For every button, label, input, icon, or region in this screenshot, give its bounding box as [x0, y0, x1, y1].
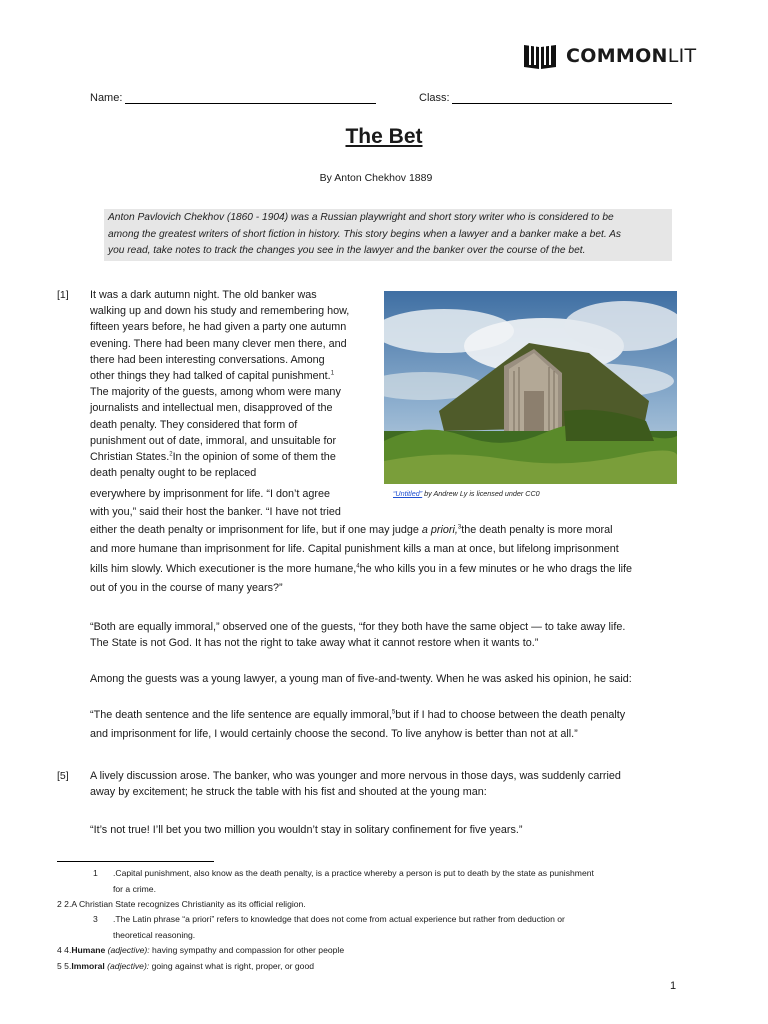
footnote-ref: 1	[330, 370, 335, 377]
paragraph-1-wide	[90, 521, 690, 599]
story-photo	[384, 291, 677, 484]
class-label: Class:	[419, 92, 450, 104]
paragraph-number: [1]	[57, 289, 69, 301]
footnote-line: for a crime.	[113, 883, 156, 894]
footnote-divider	[57, 861, 214, 862]
text-line: punishment out of date, immoral, and unsuitable for	[90, 434, 337, 447]
text-line: The State is not God. It has not the right to take away what it cannot restore when it wants to.”	[90, 637, 539, 650]
footnote-2: 2 2.A Christian State recognizes Christianity as its official religion.	[57, 899, 306, 909]
footnote-ref: 5	[391, 709, 396, 716]
text-line: A lively discussion arose. The banker, who was younger and more nervous in those days, was suddenly carried	[90, 770, 621, 782]
byline: By Anton Chekhov 1889	[319, 172, 433, 184]
intro-line: Anton Pavlovich Chekhov (1860 - 1904) was a Russian playwright and short story writer who is considered to be	[108, 212, 614, 223]
text-line: fifteen years before, he had given a party one autumn	[90, 321, 347, 334]
name-label: Name:	[90, 92, 123, 104]
text-line: “The death sentence and the life sentence are equally immoral,$^5$but if I had to choose between the death penalty	[90, 709, 626, 721]
text-line: and imprisonment for life, I would certainly choose the second. To live anyhow is better than not at all.”	[90, 728, 578, 741]
text-line: evening. There had been many clever men there, and	[90, 337, 347, 350]
footnote-3	[113, 912, 693, 943]
commonlit-logo	[522, 41, 696, 71]
text-line: and more humane than imprisonment for life. Capital punishment kills a man at once, but lifelong imprisonment	[90, 543, 619, 556]
text-line: Christian States.$^2$In the opinion of some of them the	[90, 451, 336, 464]
brand-main: COMMON	[566, 45, 668, 67]
footnote-line: .The Latin phrase “a priori” refers to knowledge that does not come from actual experience but rather from deduction or	[113, 914, 565, 924]
text-line: death penalty ought to be replaced	[90, 467, 257, 480]
page-title: The Bet	[345, 125, 423, 148]
text-line: journalists and intellectual men, disapproved of the	[90, 402, 333, 415]
footnote-1-number: 1	[93, 868, 98, 878]
page-number: 1	[670, 980, 677, 992]
paragraph-1-narrow	[90, 287, 380, 481]
footnote-1	[113, 866, 693, 897]
footnote-ref: 2	[169, 451, 173, 458]
turf-hut-image	[384, 291, 677, 484]
footnote-5: 5 5.Immoral (adjective): going against what is right, proper, or good	[57, 961, 315, 971]
brand-name	[566, 45, 696, 67]
photo-caption	[393, 489, 540, 498]
paragraph-1-mid	[90, 485, 390, 521]
paragraph-3: Among the guests was a young lawyer, a young man of five-and-twenty. When he was asked his opinion, he said:	[90, 673, 632, 685]
footnote-4: 4 4.Humane (adjective): having sympathy and compassion for other people	[57, 945, 345, 955]
text-line: other things they had talked of capital punishment.$^1$	[90, 370, 335, 383]
paragraph-number: [5]	[57, 770, 69, 782]
name-field[interactable]	[125, 91, 376, 104]
class-field[interactable]	[452, 91, 672, 104]
text-line: out of you in the course of many years?”	[90, 582, 283, 595]
footnote-line: .Capital punishment, also know as the death penalty, is a practice whereby a person is put to death by the state as punishment	[113, 868, 594, 878]
text-line: there had been interesting conversations. Among	[90, 353, 325, 366]
text-line: death penalty. They considered that form of	[90, 418, 298, 431]
open-book-icon	[522, 41, 558, 71]
footnote-line: theoretical reasoning.	[113, 929, 196, 940]
text-line: kills him slowly. Which executioner is the more humane,$^4$he who kills you in a few minutes or he who drags the life	[90, 562, 633, 575]
paragraph-2	[90, 619, 710, 651]
paragraph-4	[90, 706, 710, 745]
footnote-ref: 4	[356, 563, 360, 570]
intro-box	[104, 209, 672, 261]
brand-lit: LIT	[667, 45, 697, 67]
text-line: The majority of the guests, among whom were many	[90, 386, 341, 399]
intro-line: you read, take notes to track the changes you see in the lawyer and the banker over the course of the bet.	[108, 245, 586, 256]
text-line: “Both are equally immoral,” observed one of the guests, “for they both have the same object — to take away life.	[90, 621, 626, 633]
caption-text: by Andrew Ly is licensed under CC0	[422, 489, 540, 498]
text-line: away by excitement; he struck the table with his fist and shouted at the young man:	[90, 786, 487, 799]
text-line: either the death penalty or imprisonment for life, but if one may judge a priori,$^3$the death penalty is more moral	[90, 524, 613, 536]
footnote-ref: 3	[457, 524, 462, 531]
text-line: It was a dark autumn night. The old banker was	[90, 289, 317, 301]
caption-link[interactable]: “Untitled”	[393, 489, 423, 498]
text-line: with you,” said their host the banker. “I have not tried	[90, 506, 341, 518]
paragraph-5	[90, 768, 710, 800]
intro-line: among the greatest writers of short fiction in history. This story begins when a lawyer and a banker make a bet. As	[108, 228, 622, 240]
paragraph-6: “It’s not true! I’ll bet you two million you wouldn’t stay in solitary confinement for five years.”	[90, 824, 523, 836]
footnote-3-number: 3	[93, 914, 98, 924]
text-line: walking up and down his study and remembering how,	[90, 305, 350, 318]
text-line: everywhere by imprisonment for life. “I don’t agree	[90, 488, 331, 500]
